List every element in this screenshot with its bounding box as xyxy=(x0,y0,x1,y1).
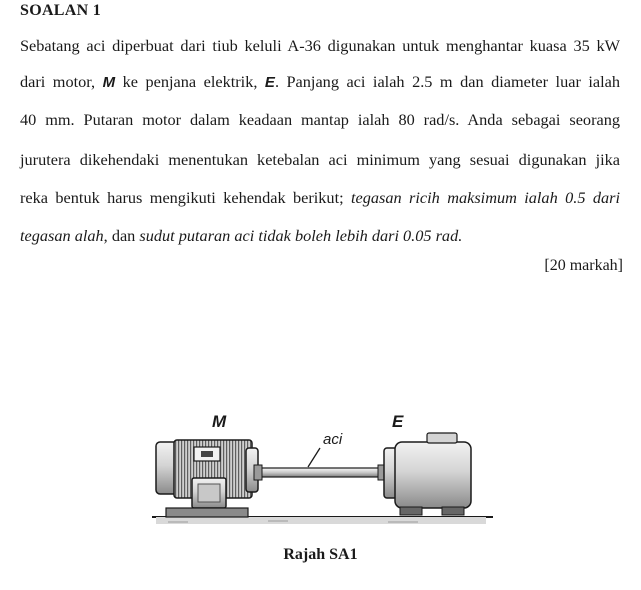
figure-label-generator: E xyxy=(392,412,404,431)
line-4-text: jurutera dikehendaki menentukan ketebalan aci minimum yang sesuai digunakan jika xyxy=(20,150,620,169)
line-5-text: reka bentuk harus mengikuti kehendak berikut; xyxy=(20,188,352,207)
line-2-text-b: ke penjana elektrik, xyxy=(115,72,265,91)
marks-label: [20 markah] xyxy=(544,257,623,274)
question-heading: SOALAN 1 xyxy=(20,2,102,19)
figure-label-motor: M xyxy=(212,412,227,431)
question-line-4 xyxy=(20,150,620,170)
figure-label-shaft: aci xyxy=(323,431,343,448)
question-line-2 xyxy=(20,72,620,93)
shaft-drawing xyxy=(254,448,386,480)
generator-symbol: E xyxy=(264,74,275,91)
shaft-figure xyxy=(148,404,498,534)
question-line-1 xyxy=(20,36,620,56)
figure-caption: Rajah SA1 xyxy=(283,546,358,563)
line-2-text-a: dari motor, xyxy=(20,72,103,91)
line-5-italic: tegasan ricih maksimum ialah 0.5 dari xyxy=(351,188,620,207)
motor-symbol: M xyxy=(102,74,116,91)
line-3-text: 40 mm. Putaran motor dalam keadaan mantap ialah 80 rad/s. Anda sebagai seorang xyxy=(20,110,620,129)
motor-drawing xyxy=(156,440,258,517)
question-line-5 xyxy=(20,188,620,208)
line-2-text-c: . Panjang aci ialah 2.5 m dan diameter luar ialah xyxy=(274,72,621,91)
generator-drawing xyxy=(384,433,471,515)
line-1-text: Sebatang aci diperbuat dari tiub keluli A-36 digunakan untuk menghantar kuasa 35 kW xyxy=(20,36,620,55)
question-line-6 xyxy=(20,226,620,246)
line-6-italic-b: sudut putaran aci tidak boleh lebih dari 0.05 rad. xyxy=(139,226,463,245)
line-6-italic-a: tegasan alah xyxy=(20,226,104,245)
base-plate xyxy=(152,517,493,524)
line-6-text: , dan xyxy=(103,226,140,245)
question-line-3 xyxy=(20,110,620,130)
